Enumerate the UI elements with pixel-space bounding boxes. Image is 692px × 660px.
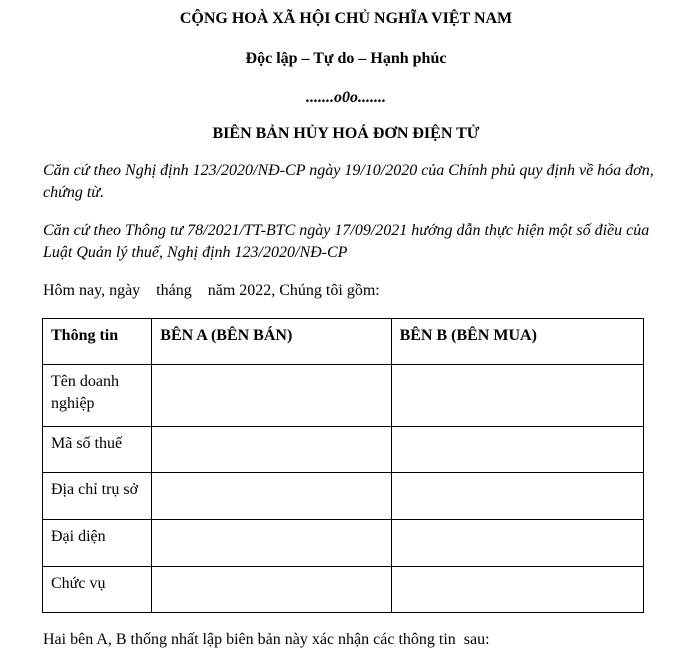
legal-basis-decree: Căn cứ theo Nghị định 123/2020/NĐ-CP ngày 19/10/2020 của Chính phủ quy định về hóa đơn, chứng từ.	[43, 162, 654, 201]
row-label-representative: Đại diện	[43, 520, 152, 567]
table-header-row	[43, 319, 644, 365]
row-label-address: Địa chỉ trụ sở	[43, 473, 152, 520]
table-row	[43, 427, 644, 473]
table-row	[43, 567, 644, 613]
party-a-representative-cell[interactable]	[152, 520, 391, 567]
nation-heading: CỘNG HOÀ XÃ HỘI CHỦ NGHĨA VIỆT NAM	[179, 10, 513, 27]
legal-basis-circular: Căn cứ theo Thông tư 78/2021/TT-BTC ngày 17/09/2021 hướng dẫn thực hiện một số điều của Luật Quản lý thuế, Nghị định 123/2020/NĐ-CP	[43, 222, 650, 261]
party-info-table	[42, 318, 644, 613]
party-a-address-cell[interactable]	[152, 473, 391, 520]
date-line: Hôm nay, ngày tháng năm 2022, Chúng tôi gồm:	[43, 282, 380, 299]
motto: Độc lập – Tự do – Hạnh phúc	[245, 50, 447, 67]
table-row	[43, 365, 644, 427]
party-a-tax-code-cell[interactable]	[152, 427, 391, 473]
separator: .......o0o.......	[306, 89, 386, 106]
row-label-tax-code: Mã số thuế	[43, 427, 152, 473]
header-party-a: BÊN A (BÊN BÁN)	[152, 319, 391, 365]
party-b-company-name-cell[interactable]	[391, 365, 643, 427]
closing-line: Hai bên A, B thống nhất lập biên bản này xác nhận các thông tin sau:	[43, 631, 490, 648]
header-info: Thông tin	[43, 319, 152, 365]
party-a-company-name-cell[interactable]	[152, 365, 391, 427]
party-b-position-cell[interactable]	[391, 567, 643, 613]
document-title: BIÊN BẢN HỦY HOÁ ĐƠN ĐIỆN TỬ	[212, 125, 480, 142]
row-label-company-name: Tên doanh nghiệp	[43, 365, 152, 427]
party-a-position-cell[interactable]	[152, 567, 391, 613]
row-label-position: Chức vụ	[43, 567, 152, 613]
table-row	[43, 520, 644, 567]
party-b-address-cell[interactable]	[391, 473, 643, 520]
header-party-b: BÊN B (BÊN MUA)	[391, 319, 643, 365]
table-row	[43, 473, 644, 520]
party-b-representative-cell[interactable]	[391, 520, 643, 567]
party-b-tax-code-cell[interactable]	[391, 427, 643, 473]
